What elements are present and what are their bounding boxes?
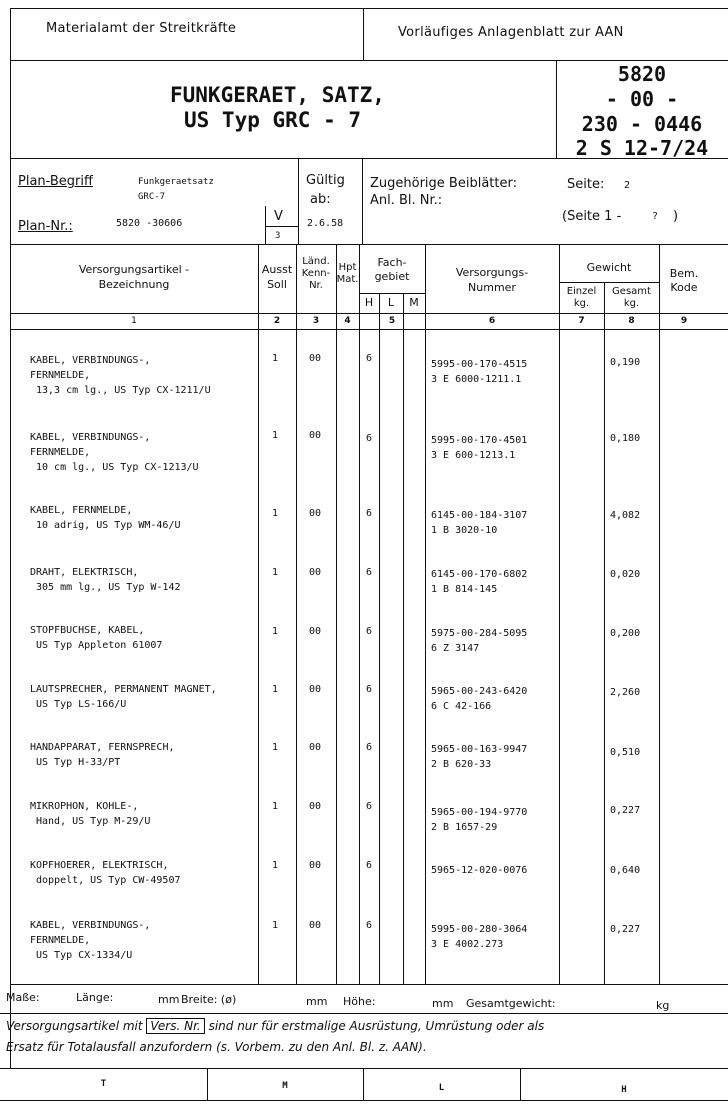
row-4-vnr: 6145-00-170-6802 1 B 814-145 — [431, 569, 528, 595]
row-7-artikel: HANDAPPARAT, FERNSPRECH, US Typ H-33/PT — [30, 742, 175, 768]
row-3-vnr: 6145-00-184-3107 1 B 3020-10 — [431, 510, 528, 536]
row-2-soll: 1 — [272, 430, 279, 441]
col-land-header: Länd. Kenn- Nr. — [301, 256, 331, 291]
item-title-line2: US Typ GRC - 7 — [184, 108, 362, 132]
row-6-fach: 6 — [366, 684, 373, 695]
col-artikel-header: Versorgungsartikel - Bezeichnung — [78, 263, 190, 291]
gueltig-value: 2.6.58 — [307, 218, 344, 229]
row-1-vnr: 5995-00-170-4515 3 E 6000-1211.1 — [431, 359, 528, 385]
col-gesamt-header: Gesamt kg. — [612, 286, 651, 309]
number-line4: 2 S 12-7/24 — [575, 136, 709, 160]
plan-v-value: 3 — [275, 231, 281, 241]
box-h: H — [621, 1085, 627, 1095]
hoehe-label: Höhe: — [343, 995, 376, 1008]
note-line-2: Ersatz für Totalausfall anzufordern (s. Vorbem. zu den Anl. Bl. z. AAN). — [6, 1040, 427, 1054]
row-5-soll: 1 — [272, 626, 279, 637]
row-7-land: 00 — [309, 742, 322, 753]
row-4-gesamt: 0,020 — [610, 569, 641, 580]
row-2-vnr: 5995-00-170-4501 3 E 600-1213.1 — [431, 435, 528, 461]
row-9-gesamt: 0,640 — [610, 865, 641, 876]
breite-label: Breite: (ø) — [181, 993, 237, 1006]
row-3-soll: 1 — [272, 508, 279, 519]
row-3-land: 00 — [309, 508, 322, 519]
col-number-1: 1 — [131, 316, 137, 326]
col-number-4: 4 — [344, 316, 351, 326]
col-line-8 — [659, 244, 660, 984]
top-border — [10, 8, 728, 9]
col-bem-header: Bem. Kode — [669, 267, 699, 294]
note-line-1: Versorgungsartikel mit Vers. Nr. sind nur für erstmalige Ausrüstung, Umrüstung oder als — [6, 1019, 545, 1033]
col-number-line-top — [10, 313, 728, 314]
row-2-fach: 6 — [366, 433, 373, 444]
col-line-1 — [258, 244, 259, 984]
row-7-gesamt: 0,510 — [610, 747, 641, 758]
row-7-soll: 1 — [272, 742, 279, 753]
col-line-2 — [296, 244, 297, 984]
col-number-line-bottom — [10, 329, 728, 330]
header-divider — [363, 8, 364, 60]
col-number-6: 6 — [488, 316, 496, 326]
row-8-soll: 1 — [272, 801, 279, 812]
row-8-fach: 6 — [366, 801, 373, 812]
gueltig-divider — [362, 158, 363, 244]
col-ausst-header: Ausst Soll — [261, 263, 293, 291]
row-10-vnr: 5995-00-280-3064 3 E 4002.273 — [431, 924, 528, 950]
fach-h-l — [379, 293, 380, 984]
plan-begriff-label: Plan-Begriff — [18, 174, 93, 189]
row-5-land: 00 — [309, 626, 322, 637]
col-number-2: 2 — [273, 316, 281, 326]
col-line-3 — [336, 244, 337, 984]
number-line2: - 00 - — [605, 87, 679, 111]
row-1-land: 00 — [309, 353, 322, 364]
tmlh-div-3 — [520, 1068, 521, 1100]
gueltig-label-2: ab: — [310, 192, 331, 207]
row-3-fach: 6 — [366, 508, 373, 519]
row-8-gesamt: 0,227 — [610, 805, 641, 816]
row-6-artikel: LAUTSPRECHER, PERMANENT MAGNET, US Typ LS-166/U — [30, 684, 217, 710]
gewicht-subline — [559, 282, 659, 283]
row-1-artikel: KABEL, VERBINDUNGS-, FERNMELDE, 13,3 cm lg., US Typ CX-1211/U — [30, 355, 211, 396]
col-fach-h: H — [364, 296, 374, 309]
tmlh-top-line — [0, 1068, 728, 1069]
fach-subline — [359, 293, 425, 294]
row-9-artikel: KOPFHOERER, ELEKTRISCH, doppelt, US Typ CW-49507 — [30, 860, 181, 886]
plan-divider — [298, 158, 299, 244]
col-vnr-header: Versorgungs- Nummer — [455, 266, 529, 294]
col-line-5 — [425, 244, 426, 984]
col-fach-l: L — [387, 296, 395, 309]
col-fach-m: M — [409, 296, 419, 309]
row-5-gesamt: 0,200 — [610, 628, 641, 639]
row-6-vnr: 5965-00-243-6420 6 C 42-166 — [431, 686, 528, 712]
row-10-soll: 1 — [272, 920, 279, 931]
row-7-vnr: 5965-00-163-9947 2 B 620-33 — [431, 744, 528, 770]
row-4-land: 00 — [309, 567, 322, 578]
row-3-gesamt: 4,082 — [610, 510, 641, 521]
col-number-7: 7 — [578, 316, 585, 326]
row-6-gesamt: 2,260 — [610, 687, 641, 698]
row-8-artikel: MIKROPHON, KOHLE-, Hand, US Typ M-29/U — [30, 801, 151, 827]
left-border — [10, 8, 11, 1068]
col-number-5: 5 — [388, 316, 396, 326]
row-9-fach: 6 — [366, 860, 373, 871]
gueltig-label-1: Gültig — [306, 173, 345, 188]
col-number-3: 3 — [312, 316, 320, 326]
item-title-line1: FUNKGERAET, SATZ, — [170, 83, 385, 107]
row-5-fach: 6 — [366, 626, 373, 637]
plan-v-label: V — [274, 209, 283, 224]
row-10-artikel: KABEL, VERBINDUNGS-, FERNMELDE, US Typ CX-1334/U — [30, 920, 151, 961]
seite-label: Seite: — [567, 177, 605, 192]
box-t: T — [100, 1079, 107, 1089]
masse-label: Maße: — [6, 991, 40, 1004]
row-5-artikel: STOPFBUCHSE, KABEL, US Typ Appleton 61007 — [30, 625, 163, 651]
number-line3: 230 - 0446 — [581, 112, 703, 136]
vers-nr-box: Vers. Nr. — [146, 1018, 204, 1034]
plan-bottom-line — [10, 244, 728, 245]
header-left-text: Materialamt der Streitkräfte — [46, 21, 237, 36]
fach-l-m — [403, 293, 404, 984]
number-line1: 5820 — [617, 62, 667, 86]
row-2-artikel: KABEL, VERBINDUNGS-, FERNMELDE, 10 cm lg., US Typ CX-1213/U — [30, 432, 199, 473]
plan-nr-value: 5820 -30606 — [116, 218, 183, 229]
laenge-label: Länge: — [76, 991, 114, 1004]
table-bottom-line — [10, 984, 728, 985]
row-1-gesamt: 0,190 — [610, 357, 641, 368]
row-10-land: 00 — [309, 920, 322, 931]
col-line-4 — [359, 244, 360, 984]
row-1-soll: 1 — [272, 353, 279, 364]
row-5-vnr: 5975-00-284-5095 6 Z 3147 — [431, 628, 528, 654]
box-l: L — [438, 1083, 445, 1093]
seite-value: 2 — [624, 180, 631, 191]
row-9-soll: 1 — [272, 860, 279, 871]
row-9-land: 00 — [309, 860, 322, 871]
row-3-artikel: KABEL, FERNMELDE, 10 adrig, US Typ WM-46/U — [30, 505, 181, 531]
v-box-mid — [265, 226, 298, 227]
breite-unit: mm — [306, 995, 328, 1008]
number-box-left — [556, 60, 557, 158]
tmlh-bottom-line — [0, 1100, 728, 1101]
row-4-artikel: DRAHT, ELEKTRISCH, 305 mm lg., US Typ W-142 — [30, 567, 181, 593]
row-1-fach: 6 — [366, 353, 373, 364]
plan-nr-label: Plan-Nr.: — [18, 219, 73, 234]
hoehe-unit: mm — [432, 997, 454, 1010]
header-right-text: Vorläufiges Anlagenblatt zur AAN — [398, 25, 624, 40]
seite-range-close: ) — [673, 209, 679, 224]
row-9-vnr: 5965-12-020-0076 — [431, 865, 528, 876]
col-line-7 — [604, 282, 605, 984]
row-7-fach: 6 — [366, 742, 373, 753]
col-number-8: 8 — [628, 316, 635, 326]
row-2-land: 00 — [309, 430, 322, 441]
masse-bottom-line — [0, 1013, 728, 1014]
gesamtgewicht-label: Gesamtgewicht: — [466, 997, 556, 1010]
row-2-gesamt: 0,180 — [610, 433, 641, 444]
header-bottom-line — [10, 60, 728, 61]
row-10-gesamt: 0,227 — [610, 924, 641, 935]
row-6-soll: 1 — [272, 684, 279, 695]
row-4-fach: 6 — [366, 567, 373, 578]
laenge-unit: mm — [158, 993, 180, 1006]
col-line-6 — [559, 244, 560, 984]
beiblaetter-label-2: Anl. Bl. Nr.: — [370, 193, 443, 208]
row-4-soll: 1 — [272, 567, 279, 578]
plan-begriff-value-1: Funkgeraetsatz — [138, 177, 214, 187]
col-gewicht-header: Gewicht — [586, 261, 632, 274]
row-10-fach: 6 — [366, 920, 373, 931]
seite-range-label: (Seite 1 - — [562, 209, 622, 224]
col-hpt-header: Hpt Mat. — [336, 262, 359, 285]
box-m: M — [282, 1081, 288, 1091]
row-6-land: 00 — [309, 684, 322, 695]
col-fach-header: Fach- gebiet — [374, 256, 410, 283]
row-8-land: 00 — [309, 801, 322, 812]
col-number-9: 9 — [680, 316, 688, 326]
col-einzel-header: Einzel kg. — [566, 286, 597, 309]
beiblaetter-label-1: Zugehörige Beiblätter: — [370, 176, 517, 191]
gesamtgewicht-unit: kg — [656, 999, 670, 1012]
seite-range-value: ? — [652, 211, 659, 222]
v-box-left — [265, 206, 266, 244]
plan-begriff-value-2: GRC-7 — [138, 192, 166, 202]
row-8-vnr: 5965-00-194-9770 2 B 1657-29 — [431, 807, 528, 833]
